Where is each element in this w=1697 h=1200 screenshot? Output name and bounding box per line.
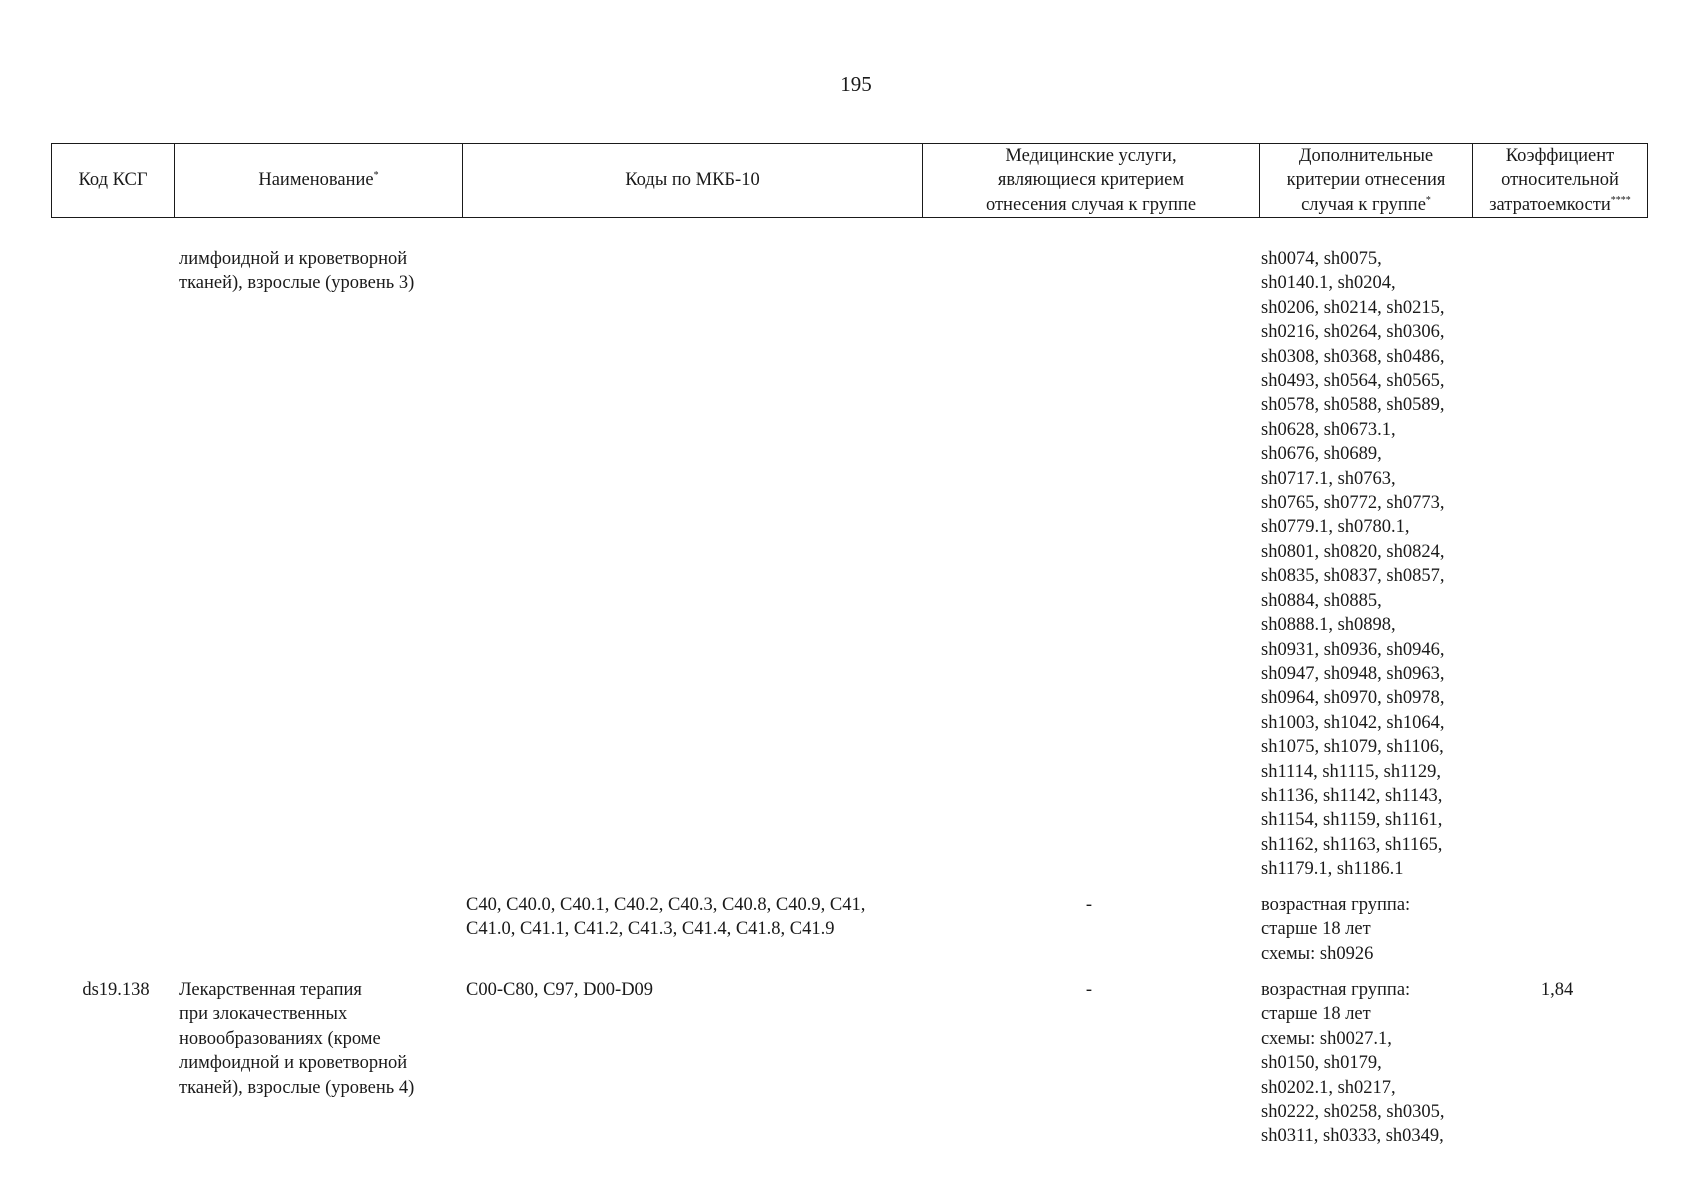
- code-cell: ds19.138: [82, 980, 150, 1000]
- criteria-cell: возрастная группа: старше 18 лет схемы: sh0027.1, sh0150, sh0179, sh0202.1, sh0217, sh0222, sh0258, sh0305, sh0311, sh0333, sh0349,: [1261, 980, 1445, 1147]
- header-mkb-codes: Коды по МКБ-10: [463, 144, 923, 218]
- service-cell: -: [1085, 895, 1093, 915]
- header-services: Медицинские услуги, являющиеся критерием отнесения случая к группе: [923, 144, 1260, 218]
- criteria-cell: возрастная группа: старше 18 лет схемы: sh0926: [1261, 895, 1411, 964]
- footnote-mark: ****: [1610, 194, 1631, 206]
- footnote-mark: *: [373, 170, 379, 182]
- table-header: [51, 143, 1648, 218]
- coefficient-cell: 1,84: [1540, 980, 1574, 1000]
- header-name: Наименование*: [175, 144, 463, 218]
- footnote-mark: *: [1425, 194, 1431, 206]
- criteria-cell: sh0074, sh0075, sh0140.1, sh0204, sh0206, sh0214, sh0215, sh0216, sh0264, sh0306, sh0308, sh0368, sh0486, sh0493, sh0564, sh0565, sh0578, sh0588, sh0589, sh0628, sh0673.1, sh0676, sh0689, sh0717.1, sh0763, sh0765, sh0772, sh0773, sh0779.1, sh0780.1, sh0801, sh0820, sh0824, sh0835, sh0837, sh0857, sh0884, sh0885, sh0888.1, sh0898, sh0931, sh0936, sh0946, sh0947, sh0948, sh0963, sh0964, sh0970, sh0978, sh1003, sh1042, sh1064, sh1075, sh1079, sh1106, sh1114, sh1115, sh1129, sh1136, sh1142, sh1143, sh1154, sh1159, sh1161, sh1162, sh1163, sh1165, sh1179.1, sh1186.1: [1261, 249, 1445, 880]
- header-coefficient: Коэффициент относительной затратоемкости****: [1473, 144, 1648, 218]
- header-code-ksg: Код КСГ: [52, 144, 175, 218]
- mkb-cell: C00-C80, C97, D00-D09: [466, 980, 654, 1000]
- header-extra-criteria: Дополнительные критерии отнесения случая к группе*: [1260, 144, 1473, 218]
- service-cell: -: [1085, 980, 1093, 1000]
- name-cell: Лекарственная терапия при злокачественных новообразованиях (кроме лимфоидной и кроветворной тканей), взрослые (уровень 4): [179, 980, 415, 1098]
- page-number: 195: [840, 72, 872, 96]
- mkb-cell: C40, C40.0, C40.1, C40.2, C40.3, C40.8, C40.9, C41, C41.0, C41.1, C41.2, C41.3, C41.4, C41.8, C41.9: [466, 895, 866, 940]
- name-cell: лимфоидной и кроветворной тканей), взрослые (уровень 3): [179, 249, 415, 294]
